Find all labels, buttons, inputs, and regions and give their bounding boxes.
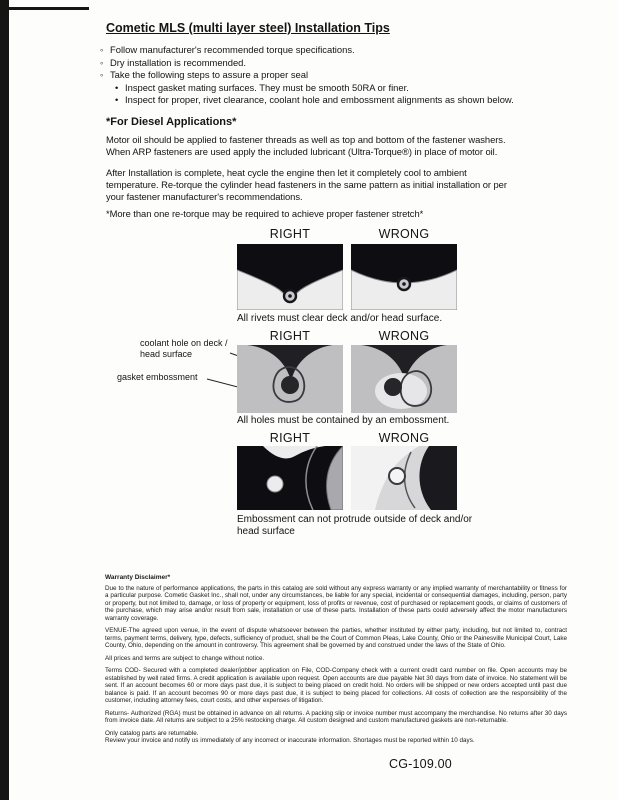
- page-title: Cometic MLS (multi layer steel) Installation Tips: [106, 21, 390, 35]
- diagram-embossment-wrong: [351, 345, 457, 413]
- retorque-note: *More than one re-torque may be required to achieve proper fastener stretch*: [106, 208, 424, 219]
- legal-paragraph: Review your invoice and notify us immediately of any incorrect or inaccurate information. Shortages must be reported within 10 days.: [105, 737, 475, 744]
- callout-gasket-embossment: gasket embossment: [117, 372, 198, 382]
- coolant-hole-icon: [281, 376, 299, 394]
- left-border-bar: [0, 0, 9, 800]
- top-border-line: [0, 7, 89, 10]
- hole-icon: [267, 476, 283, 492]
- right-label-row2: RIGHT: [269, 329, 311, 343]
- coolant-hole-icon: [384, 378, 402, 396]
- legal-paragraph: VENUE-The agreed upon venue, in the event of dispute whatsoever between the parties, whether instituted by either party, including, but not limited to, contract terms, payment terms, delivery, type, defects, sufficiency of product, shall be the Court of Common Pleas, Lake County, Ohio or the Painesville Municipal Court, Lake County, Ohio, depending on the amount in controversy. This agreement shall be governed by and construed under the laws of the State of Ohio.: [105, 627, 567, 649]
- caption-protrusion: Embossment can not protrude outside of deck and/or head surface: [237, 514, 473, 537]
- installation-tips-list: [110, 44, 550, 107]
- diagram-protrusion-right: [237, 446, 343, 510]
- caption-rivets: All rivets must clear deck and/or head surface.: [237, 313, 443, 324]
- rivet-center-dot: [402, 282, 406, 286]
- legal-paragraph: Terms COD- Secured with a completed dealer/jobber application on File, COD-Company check with a current credit card number on file. Open accounts may be established by well rated firms. A credit application is available upon request. Open accounts are due payable Net 30 days from date of invoice. No statement will be sent. If an account becomes 60 or more days past due, it is subject to being placed on credit hold. No orders will be shipped or new orders accepted until past due balance is paid. If an account becomes 90 or more days past due, it is subject to being placed for collections. All costs of collection are the responsibility of the customer, including attorney fees, court costs, and other expenses of litigation.: [105, 667, 567, 704]
- legal-section: [105, 574, 567, 750]
- wrong-label-row2: WRONG: [378, 329, 430, 343]
- tip-item-torque: ◦ Follow manufacturer's recommended torque specifications.: [110, 44, 550, 57]
- diagram-protrusion-wrong: [351, 446, 457, 510]
- diesel-paragraph-motor-oil: Motor oil should be applied to fastener threads as well as top and bottom of the fastener washers. When ARP fasteners are used apply the included lubricant (Ultra-Torque®) in place of motor oil.: [106, 134, 506, 158]
- page-code: CG-109.00: [389, 757, 452, 771]
- diesel-paragraph-heat-cycle: After Installation is complete, heat cycle the engine then let it completely cool to ambient temperature. Re-torque the cylinder head fasteners in the same pattern as initial installation or per your fastener manufacturer's recommendations.: [106, 167, 507, 203]
- diagram-rivet-wrong: [351, 244, 457, 310]
- caption-holes: All holes must be contained by an embossment.: [237, 415, 450, 426]
- tip-item-dry-install: ◦ Dry installation is recommended.: [110, 57, 550, 70]
- tip-subitem-alignments: • Inspect for proper, rivet clearance, coolant hole and embossment alignments as shown below.: [125, 94, 550, 107]
- legal-paragraph: Returns- Authorized (RGA) must be obtained in advance on all returns. A packing slip or invoice number must accompany the merchandise. No returns after 30 days from invoice date. All returns are subject to a 25% restocking charge. All custom designed and custom manufactured gaskets are non-returnable.: [105, 709, 567, 724]
- warranty-disclaimer-heading: Warranty Disclaimer*: [105, 574, 171, 581]
- right-label-row1: RIGHT: [269, 227, 311, 241]
- diagram-embossment-right: [237, 345, 343, 413]
- tip-subitem-surfaces: • Inspect gasket mating surfaces. They must be smooth 50RA or finer.: [125, 82, 550, 95]
- diagram-rivet-right: [237, 244, 343, 310]
- tip-item-proper-seal: ◦ Take the following steps to assure a proper seal: [110, 69, 550, 82]
- legal-paragraph: All prices and terms are subject to change without notice.: [105, 654, 265, 662]
- wrong-label-row3: WRONG: [378, 431, 430, 445]
- hole-icon: [389, 468, 405, 484]
- deck-edge-band: [419, 446, 457, 510]
- legal-paragraph: Only catalog parts are returnable.: [105, 729, 199, 737]
- right-label-row3: RIGHT: [269, 431, 311, 445]
- callout-coolant-hole: coolant hole on deck / head surface: [140, 338, 228, 359]
- diesel-applications-heading: *For Diesel Applications*: [106, 116, 237, 128]
- rivet-center-dot: [288, 294, 292, 298]
- legal-paragraph: Due to the nature of performance applications, the parts in this catalog are sold without any express warranty or any implied warranty of merchantability or fitness for a particular purpose. Cometic Gasket Inc., shall not, under any circumstances, be liable for any special, incidental or consequential damages, including, person, party or property, but not limited to, damage, or loss of property or equipment, loss of profits or revenue, cost of purchased or replacement goods, or claims of customers of the purchase, which may arise and/or result from sale, installation or use of these parts. Installation of these parts could adversely affect the motor manufacturers warranty coverage.: [105, 584, 567, 622]
- wrong-label-row1: WRONG: [378, 227, 430, 241]
